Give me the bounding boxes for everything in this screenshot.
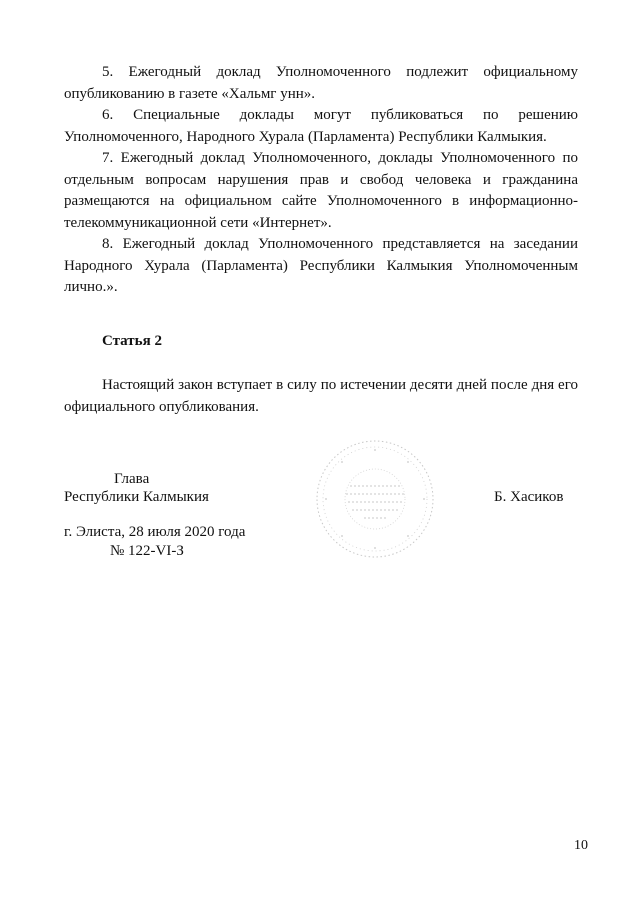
article-heading: Статья 2 bbox=[102, 333, 162, 349]
law-number: № 122-VI-З bbox=[110, 543, 184, 559]
place-date: г. Элиста, 28 июля 2020 года bbox=[64, 524, 246, 540]
paragraph-6: 6. Специальные доклады могут публиковаться по решению Уполномоченного, Народного Хурала (Парламента) Республики Калмыкия. bbox=[64, 107, 578, 145]
paragraph-8: 8. Ежегодный доклад Уполномоченного представляется на заседании Народного Хурала (Парламента) Республики Калмыкия Уполномоченным лично.». bbox=[64, 236, 578, 295]
official-seal-stamp bbox=[312, 436, 438, 562]
signatory-title-line2: Республики Калмыкия bbox=[64, 489, 209, 505]
signatory-title-line1: Глава bbox=[114, 471, 150, 487]
paragraph-5: 5. Ежегодный доклад Уполномоченного подлежит официальному опубликованию в газете «Хальмг унн». bbox=[64, 64, 578, 102]
paragraph-7: 7. Ежегодный доклад Уполномоченного, доклады Уполномоченного по отдельным вопросам нарушения прав и свобод человека и гражданина размещаются на официальном сайте Уполномоченного в информационно-телекоммуникационной сети «Интернет». bbox=[64, 150, 578, 231]
signatory-name: Б. Хасиков bbox=[494, 489, 564, 505]
article-text: Настоящий закон вступает в силу по истечении десяти дней после дня его официального опубликования. bbox=[64, 377, 578, 415]
page-number: 10 bbox=[574, 838, 588, 853]
